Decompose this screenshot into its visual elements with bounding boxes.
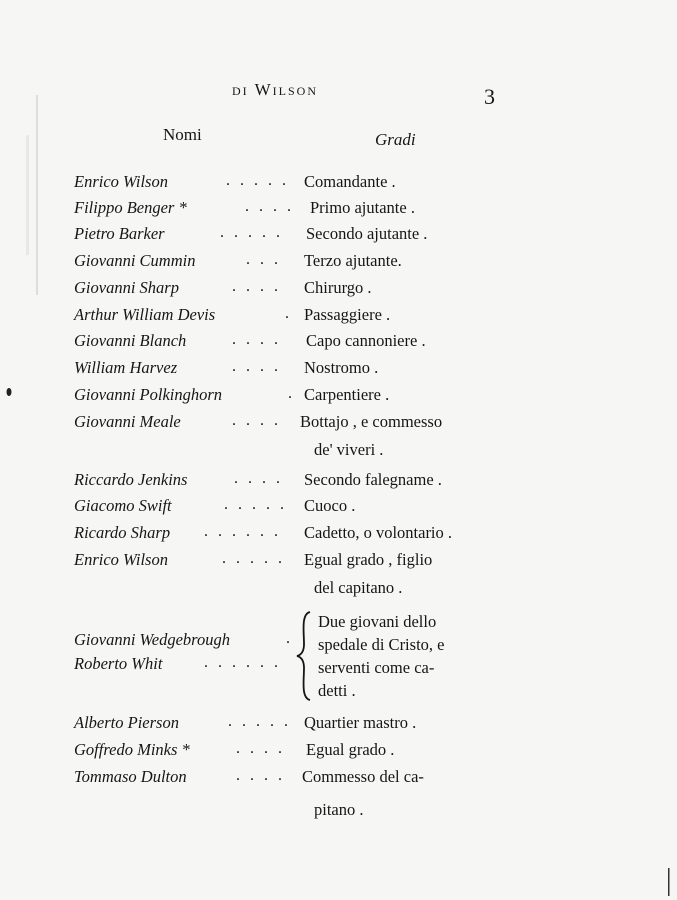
crew-rank-continuation xyxy=(0,800,677,826)
crew-rank: Capo cannoniere . xyxy=(306,331,426,350)
crew-name: Enrico Wilson xyxy=(74,172,168,191)
crew-rank: Nostromo . xyxy=(304,358,379,377)
crew-name: Tommaso Dulton xyxy=(74,767,187,786)
crew-rank-continuation xyxy=(0,578,677,604)
leader-dots: . . . . xyxy=(232,278,281,295)
crew-name: Giovanni Cummin xyxy=(74,251,196,270)
crew-row xyxy=(0,172,677,198)
crew-name: Giovanni Sharp xyxy=(74,278,179,297)
crew-name: Enrico Wilson xyxy=(74,550,168,569)
crew-row xyxy=(0,713,677,739)
crew-rank: Bottajo , e commesso xyxy=(300,412,443,431)
leader-dots: . . . . xyxy=(232,412,281,429)
crew-rank: Quartier mastro . xyxy=(304,713,417,732)
crew-row xyxy=(0,740,677,766)
crew-row xyxy=(0,331,677,357)
crew-row xyxy=(0,358,677,384)
crew-name: Giacomo Swift xyxy=(74,496,172,515)
page-number: 3 xyxy=(484,84,495,109)
crew-row xyxy=(0,496,677,522)
crew-name: Goffredo Minks * xyxy=(74,740,190,759)
crew-rank: Secondo falegname . xyxy=(304,470,442,489)
crew-rank-cont: pitano . xyxy=(314,800,364,819)
crew-name: Alberto Pierson xyxy=(74,713,179,732)
crew-name: Arthur William Devis xyxy=(74,305,216,324)
curly-brace-icon xyxy=(295,610,313,702)
crew-row xyxy=(0,412,677,438)
crew-name: Roberto Whit xyxy=(74,654,163,673)
leader-dots: . . . . . xyxy=(220,224,283,241)
brace-note-line: Due giovani dello xyxy=(318,612,437,631)
crew-rank: Egual grado , figlio xyxy=(304,550,433,569)
leader-dots: . . . . . xyxy=(226,172,289,189)
leader-dots: . . . . . . xyxy=(204,654,281,671)
crew-rank-continuation xyxy=(0,440,677,466)
running-title: di Wilson xyxy=(232,80,318,99)
crew-rank: Terzo ajutante. xyxy=(304,251,402,270)
leader-dots: . . . . . xyxy=(222,550,285,567)
crew-name: Ricardo Sharp xyxy=(74,523,171,542)
column-header-names: Nomi xyxy=(163,125,202,144)
crew-row xyxy=(0,251,677,277)
crew-row xyxy=(0,523,677,549)
crew-rank: Commesso del ca- xyxy=(302,767,424,786)
leader-dots: . xyxy=(286,630,293,647)
crew-rank: Carpentiere . xyxy=(304,385,390,404)
crew-row xyxy=(0,198,677,224)
leader-dots: . . . . . xyxy=(224,496,287,513)
crew-row xyxy=(0,278,677,304)
crew-rank: Passaggiere . xyxy=(304,305,391,324)
crew-name: Giovanni Polkinghorn xyxy=(74,385,223,404)
crew-row xyxy=(0,470,677,496)
ink-spot-icon xyxy=(4,385,14,399)
crew-rank: Egual grado . xyxy=(306,740,395,759)
crew-rank: Secondo ajutante . xyxy=(306,224,428,243)
bleed-through-icon xyxy=(20,95,56,295)
leader-dots: . xyxy=(285,305,292,322)
leader-dots: . . . xyxy=(246,251,281,268)
crew-rank: Cuoco . xyxy=(304,496,356,515)
crew-rank-cont: de' viveri . xyxy=(314,440,384,459)
crew-row xyxy=(0,550,677,576)
crew-row xyxy=(0,385,677,411)
crew-row xyxy=(0,767,677,793)
edge-mark-icon xyxy=(666,868,672,896)
brace-note-line: spedale di Cristo, e xyxy=(318,635,445,654)
crew-name: Pietro Barker xyxy=(74,224,165,243)
leader-dots: . . . . . xyxy=(228,713,291,730)
brace-note-line: detti . xyxy=(318,681,356,700)
leader-dots: . . . . xyxy=(232,358,281,375)
crew-name: William Harvez xyxy=(74,358,178,377)
crew-name: Giovanni Wedgebrough xyxy=(74,630,230,649)
column-header-ranks: Gradi xyxy=(375,130,416,149)
crew-name: Filippo Benger * xyxy=(74,198,187,217)
crew-rank: Comandante . xyxy=(304,172,396,191)
crew-rank: Primo ajutante . xyxy=(310,198,415,217)
leader-dots: . xyxy=(288,385,295,402)
leader-dots: . . . . xyxy=(236,767,285,784)
crew-rank-cont: del capitano . xyxy=(314,578,403,597)
leader-dots: . . . . xyxy=(236,740,285,757)
crew-row xyxy=(0,305,677,331)
crew-name: Riccardo Jenkins xyxy=(74,470,188,489)
crew-rank: Chirurgo . xyxy=(304,278,372,297)
crew-name: Giovanni Blanch xyxy=(74,331,187,350)
crew-row xyxy=(0,224,677,250)
crew-rank: Cadetto, o volontario . xyxy=(304,523,453,542)
brace-note-line: serventi come ca- xyxy=(318,658,435,677)
leader-dots: . . . . xyxy=(245,198,294,215)
leader-dots: . . . . xyxy=(234,470,283,487)
leader-dots: . . . . . . xyxy=(204,523,281,540)
crew-name: Giovanni Meale xyxy=(74,412,181,431)
leader-dots: . . . . xyxy=(232,331,281,348)
